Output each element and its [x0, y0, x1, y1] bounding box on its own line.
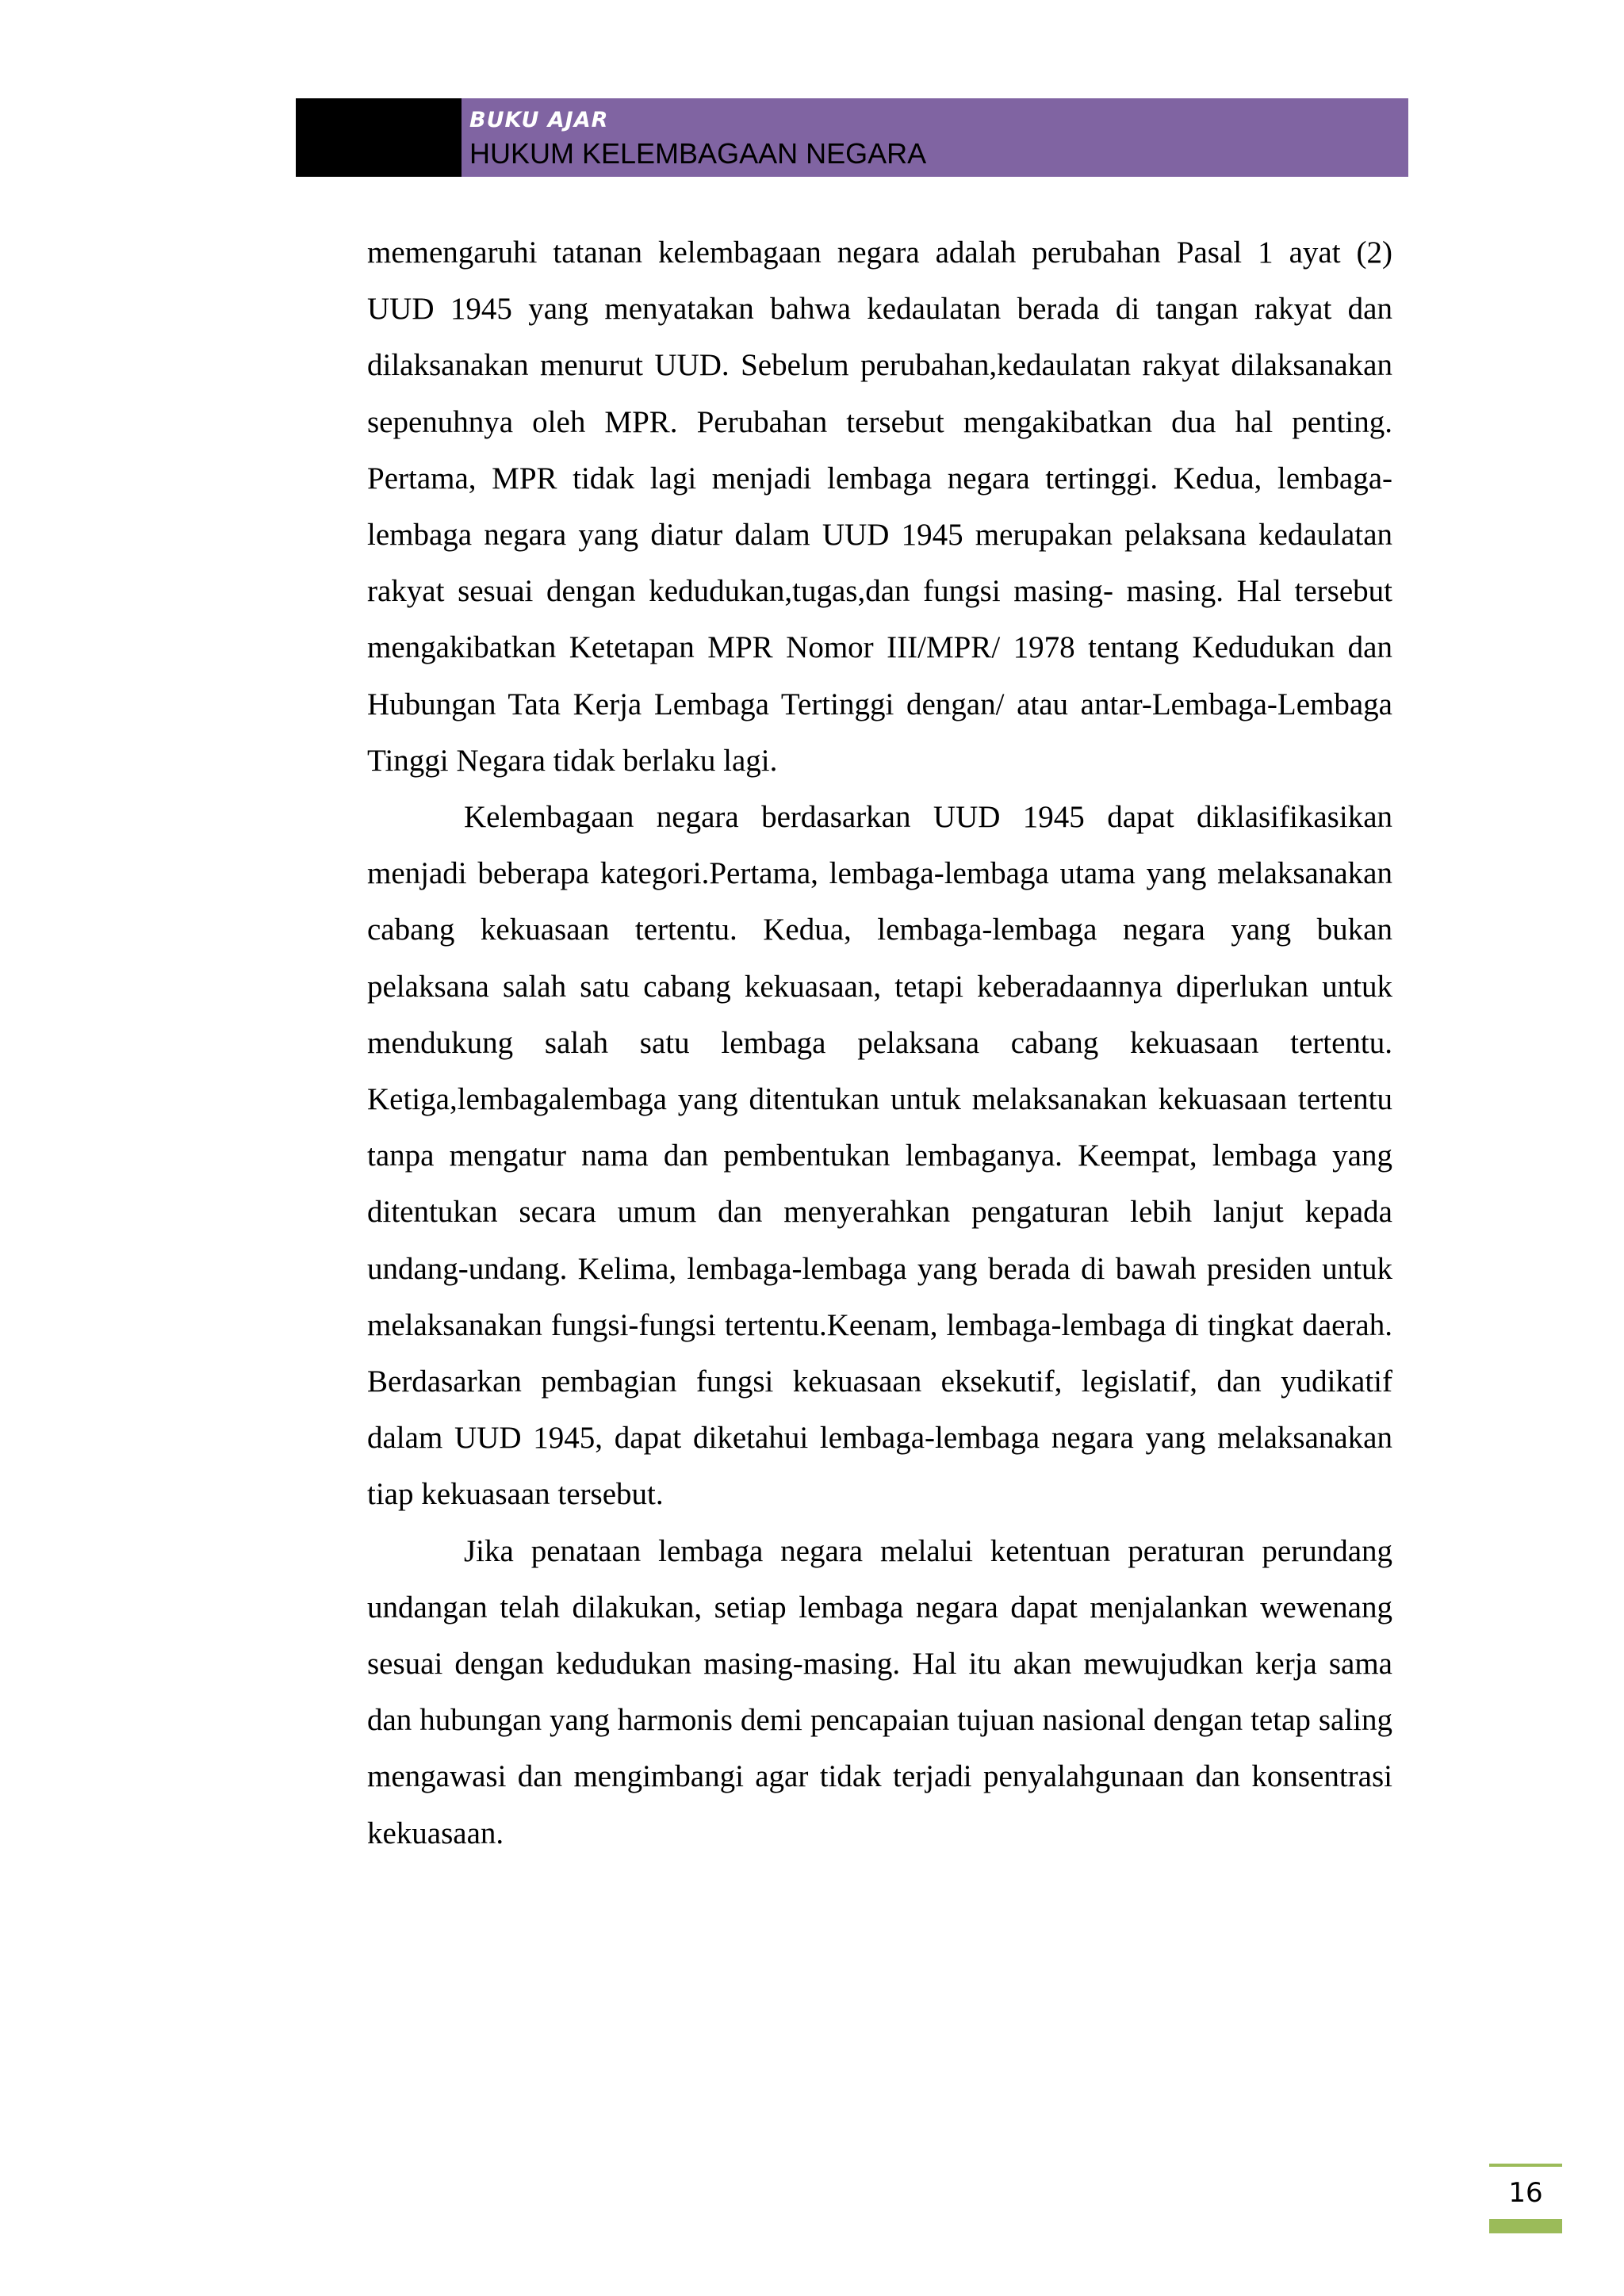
body-text — [367, 224, 1392, 1862]
page-number: 16 — [1508, 2177, 1543, 2209]
book-label: BUKU AJAR — [469, 108, 609, 132]
header-black-block — [296, 98, 462, 177]
book-title: HUKUM KELEMBAGAAN NEGARA — [469, 137, 927, 170]
paragraph: Kelembagaan negara berdasarkan UUD 1945 dapat diklasifikasikan menjadi beberapa kategori.Pertama, lembaga-lembaga utama yang melaksanakan cabang kekuasaan tertentu. Kedua, lembaga-lembaga negara yang bukan pelaksana salah satu cabang kekuasaan, tetapi keberadaannya diperlukan untuk mendukung salah satu lembaga pelaksana cabang kekuasaan tertentu. Ketiga,lembagalembaga yang ditentukan untuk melaksanakan kekuasaan tertentu tanpa mengatur nama dan pembentukan lembaganya. Keempat, lembaga yang ditentukan secara umum dan menyerahkan pengaturan lebih lanjut kepada undang-undang. Kelima, lembaga-lembaga yang berada di bawah presiden untuk melaksanakan fungsi-fungsi tertentu.Keenam, lembaga-lembaga di tingkat daerah. Berdasarkan pembagian fungsi kekuasaan eksekutif, legislatif, dan yudikatif dalam UUD 1945, dapat diketahui lembaga-lembaga negara yang melaksanakan tiap kekuasaan tersebut. — [367, 800, 1392, 1512]
page-header — [296, 98, 1408, 177]
paragraph: memengaruhi tatanan kelembagaan negara adalah perubahan Pasal 1 ayat (2) UUD 1945 yang menyatakan bahwa kedaulatan berada di tangan rakyat dan dilaksanakan menurut UUD. Sebelum perubahan,kedaulatan rakyat dilaksanakan sepenuhnya oleh MPR. Perubahan tersebut mengakibatkan dua hal penting. Pertama, MPR tidak lagi menjadi lembaga negara tertinggi. Kedua, lembaga-lembaga negara yang diatur dalam UUD 1945 merupakan pelaksana kedaulatan rakyat sesuai dengan kedudukan,tugas,dan fungsi masing- masing. Hal tersebut mengakibatkan Ketetapan MPR Nomor III/MPR/ 1978 tentang Kedudukan dan Hubungan Tata Kerja Lembaga Tertinggi dengan/ atau antar-Lembaga-Lembaga Tinggi Negara tidak berlaku lagi. — [367, 235, 1392, 778]
header-band — [462, 98, 1408, 177]
page-number-box — [1489, 2164, 1562, 2233]
paragraph: Jika penataan lembaga negara melalui ketentuan peraturan perundang undangan telah dilakukan, setiap lembaga negara dapat menjalankan wewenang sesuai dengan kedudukan masing-masing. Hal itu akan mewujudkan kerja sama dan hubungan yang harmonis demi pencapaian tujuan nasional dengan tetap saling mengawasi dan mengimbangi agar tidak terjadi penyalahgunaan dan konsentrasi kekuasaan. — [367, 1533, 1392, 1850]
page-number-bottom-bar — [1489, 2219, 1562, 2233]
